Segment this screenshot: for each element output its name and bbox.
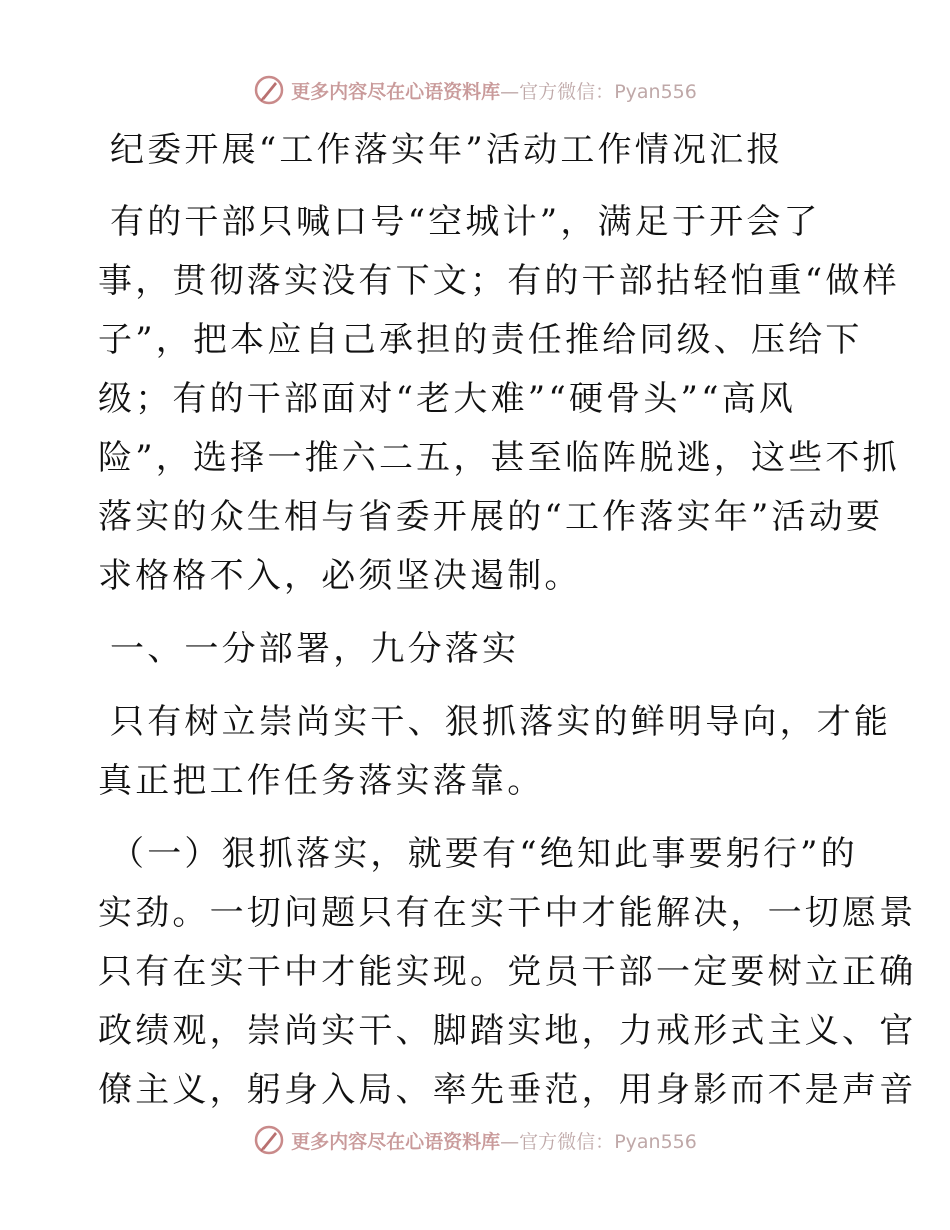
watermark-official: 官方微信：	[519, 1130, 615, 1153]
paragraph-2	[98, 693, 892, 811]
paragraph-line: 只有树立崇尚实干、狠抓落实的鲜明导向，才能	[110, 702, 892, 742]
paragraph-line: 落实的众生相与省委开展的“工作落实年”活动要	[98, 497, 884, 537]
paragraph-3	[98, 825, 917, 1120]
document-body	[98, 120, 917, 1120]
paragraph-line: 真正把工作任务落实落靠。	[98, 761, 545, 801]
paragraph-line: 只有在实干中才能实现。党员干部一定要树立正确	[98, 952, 917, 992]
watermark-separator: —	[500, 80, 520, 103]
watermark-official: 官方微信：	[519, 80, 615, 103]
paragraph-1	[98, 193, 900, 606]
header-watermark	[0, 72, 950, 108]
quill-logo-icon	[253, 1124, 285, 1156]
paragraph-line: 子”，把本应自己承担的责任推给同级、压给下	[98, 320, 863, 360]
watermark-brand: 更多内容尽在心语资料库	[291, 1130, 501, 1153]
paragraph-line: 政绩观，崇尚实干、脚踏实地，力戒形式主义、官	[98, 1011, 917, 1051]
paragraph-line: 事，贯彻落实没有下文；有的干部拈轻怕重“做样	[98, 261, 900, 301]
section-heading-1: 一、一分部署，九分落实	[110, 629, 520, 669]
paragraph-line: 僚主义，躬身入局、率先垂范，用身影而不是声音	[98, 1070, 917, 1110]
watermark-separator: —	[500, 1130, 520, 1153]
paragraph-line: 求格格不入，必须坚决遏制。	[98, 556, 582, 596]
paragraph-line: （一）狠抓落实，就要有“绝知此事要躬行”的	[110, 834, 858, 874]
paragraph-line: 有的干部只喊口号“空城计”，满足于开会了	[110, 202, 821, 242]
watermark-wechat-id: Pyan556	[614, 1130, 697, 1153]
watermark-wechat-id: Pyan556	[614, 80, 697, 103]
paragraph-line: 级；有的干部面对“老大难”“硬骨头”“高风	[98, 379, 797, 419]
watermark-text	[291, 77, 697, 104]
paragraph-line: 险”，选择一推六二五，甚至临阵脱逃，这些不抓	[98, 438, 900, 478]
watermark-brand: 更多内容尽在心语资料库	[291, 80, 501, 103]
watermark-text	[291, 1127, 697, 1154]
quill-logo-icon	[253, 74, 285, 106]
paragraph-line: 实劲。一切问题只有在实干中才能解决，一切愿景	[98, 893, 917, 933]
footer-watermark	[0, 1122, 950, 1158]
document-title: 纪委开展“工作落实年”活动工作情况汇报	[110, 130, 784, 170]
